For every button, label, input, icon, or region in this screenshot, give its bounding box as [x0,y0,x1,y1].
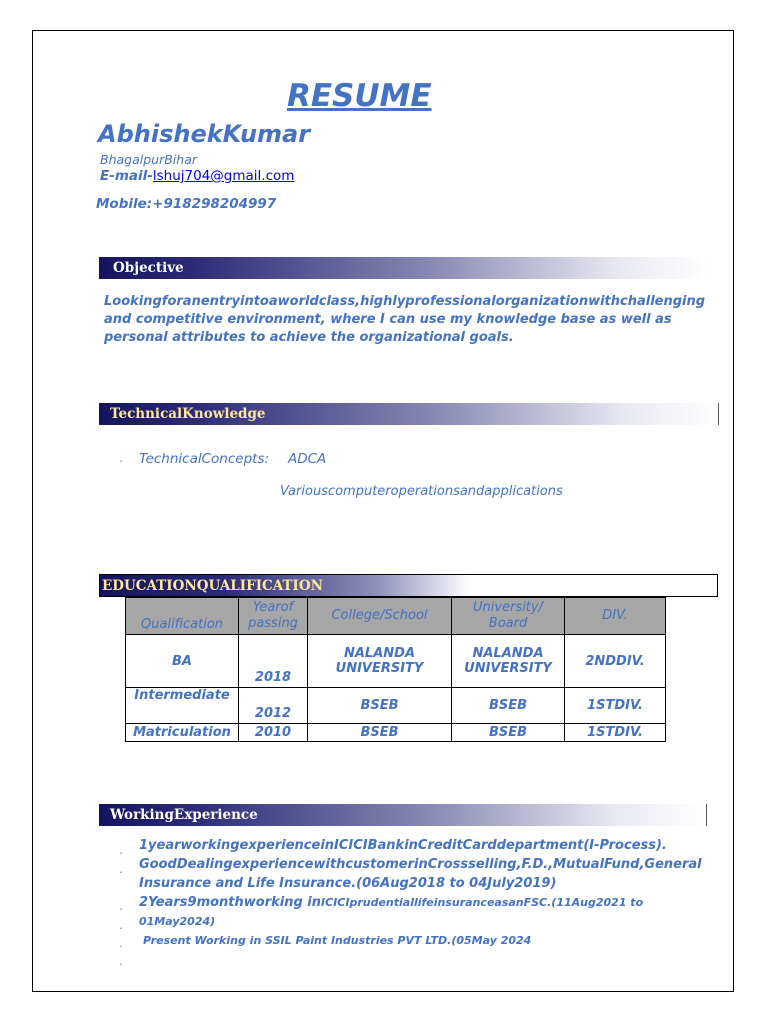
email-row [100,168,294,184]
column-header: University/ Board [452,598,565,635]
table-row [126,724,666,742]
experience-item-detail: ICICIprudentiallifeinsuranceasanFSC.(11Aug2021 to 01May2024) [139,896,644,928]
objective-heading: Objective [99,257,709,279]
experience-item [139,893,709,931]
column-header: Qualification [126,598,239,635]
mobile-number: Mobile:+918298204997 [96,196,277,212]
candidate-name: AbhishekKumar [98,120,311,148]
working-heading-label: WorkingExperience [110,807,258,823]
bullet-tick-icon: ˇ [119,908,123,917]
bullet-tick-icon: ˇ [119,927,123,936]
technical-concepts-value: ADCA [288,451,327,467]
bullet-tick-icon: ˇ [119,852,123,861]
column-header: Yearof passing [239,598,308,635]
table-cell: 2NDDIV. [565,635,666,688]
table-cell: 1STDIV. [565,688,666,724]
table-row [126,635,666,688]
experience-item-main: 2Years9monthworking in [139,895,322,910]
column-header: DIV. [565,598,666,635]
technical-concepts-value-2: Variouscomputeroperationsandapplications [280,484,563,499]
bullet-tick-icon: ˇ [119,871,123,880]
email-link[interactable]: lshuj704@gmail.com [152,168,295,184]
education-table-header [126,598,666,635]
objective-text: Lookingforanentryintoaworldclass,highlyprofessionalorganizationwithchallenging and competitive environment, where I can use my knowledge base as well as personal attributes to achieve the organizational goals. [104,294,706,345]
table-cell: BSEB [452,724,565,742]
experience-item: Present Working in SSIL Paint Industries PVT LTD.(05May 2024 [143,934,532,947]
table-cell: BSEB [308,724,452,742]
page-title: RESUME [287,78,432,114]
bullet-tick-icon: ˇ [119,963,123,972]
working-heading [99,804,705,826]
email-label: E-mail- [100,168,153,184]
column-header: College/School [308,598,452,635]
table-cell: NALANDA UNIVERSITY [308,635,452,688]
experience-item: 1yearworkingexperienceinICICIBankinCreditCarddepartment(I-Process). [139,838,667,853]
experience-item: GoodDealingexperiencewithcustomerinCrossselling,F.D.,MutualFund,General Insurance and Life Insurance.(06Aug2018 to 04July2019) [139,857,702,891]
bullet-tick-icon: ˇ [119,460,123,469]
education-heading: EDUCATIONQUALIFICATION [99,574,718,597]
table-row [126,688,666,724]
table-cell: 2018 [239,635,308,688]
table-cell: 2010 [239,724,308,742]
bullet-tick-icon: ˇ [119,945,123,954]
table-cell: Intermediate [126,688,239,724]
technical-heading [99,403,717,425]
technical-heading-label: TechnicalKnowledge [110,406,266,422]
table-cell: 2012 [239,688,308,724]
table-cell: BSEB [452,688,565,724]
working-experience-list [139,836,709,950]
technical-concepts-label: TechnicalConcepts: [139,451,270,467]
candidate-location: BhagalpurBihar [100,152,197,167]
table-cell: BSEB [308,688,452,724]
table-cell: 1STDIV. [565,724,666,742]
table-cell: Matriculation [126,724,239,742]
table-cell: NALANDA UNIVERSITY [452,635,565,688]
education-table [125,597,666,742]
table-cell: BA [126,635,239,688]
